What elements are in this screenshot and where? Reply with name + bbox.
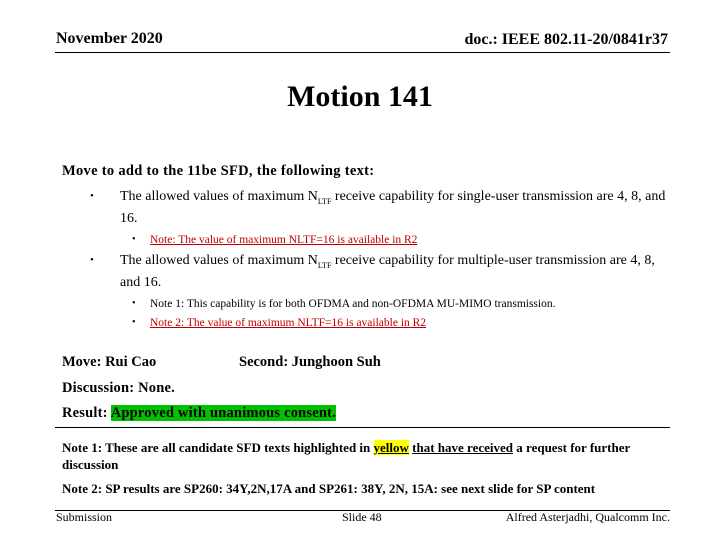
bullet-subscript: LTF	[317, 260, 332, 270]
bullet-icon: •	[132, 316, 136, 328]
sub-bullet-item	[62, 233, 672, 247]
mover: Move: Rui Cao	[62, 353, 157, 370]
note-1-text: Note 1: These are all candidate SFD texts highlighted in	[62, 440, 374, 455]
discussion: Discussion: None.	[62, 379, 175, 396]
footer-author: Alfred Asterjadhi, Qualcomm Inc.	[505, 510, 670, 524]
motion-intro: Move to add to the 11be SFD, the following text:	[62, 163, 375, 179]
note-1-underlined: that have received	[412, 440, 514, 455]
result	[62, 405, 672, 422]
bullet-item	[62, 252, 672, 291]
header-rule	[55, 52, 670, 53]
mover-line	[62, 354, 672, 372]
bullet-text: The allowed values of maximum N	[120, 189, 318, 204]
bullet-icon: •	[132, 233, 136, 245]
bullet-icon: •	[90, 190, 94, 202]
footer-submission: Submission	[56, 510, 113, 524]
sub-bullet-note: Note: The value of maximum NLTF=16 is available in R2	[150, 233, 418, 246]
result-value: Approved with unanimous consent.	[110, 404, 337, 421]
bullet-text: The allowed values of maximum N	[120, 252, 318, 268]
header-doc-id: doc.: IEEE 802.11-20/0841r37	[464, 31, 668, 48]
bullet-subscript: LTF	[317, 196, 332, 206]
note-2: Note 2: SP results are SP260: 34Y,2N,17A and SP261: 38Y, 2N, 15A: see next slide for SP content	[62, 481, 596, 496]
result-label: Result:	[62, 404, 111, 421]
seconder: Second: Junghoon Suh	[239, 353, 381, 370]
slide-title: Motion 141	[287, 80, 433, 113]
notes-rule	[55, 427, 670, 428]
footer-slide-number: Slide 48	[342, 510, 382, 524]
note-1-highlight: yellow	[373, 440, 409, 455]
sub-bullet-note: Note 1: This capability is for both OFDMA and non-OFDMA MU-MIMO transmission.	[150, 297, 556, 310]
sub-bullet-note: Note 2: The value of maximum NLTF=16 is available in R2	[150, 316, 427, 329]
sub-bullet-item	[62, 316, 672, 330]
bullet-text-cont: receive capability for single-user transmission are 4, 8, and 16.	[120, 189, 666, 226]
note-1	[62, 439, 682, 473]
sub-bullet-item	[62, 297, 672, 311]
note-1-text-end: a request for further discussion	[62, 440, 631, 472]
bullet-text-cont: receive capability for multiple-user transmission are 4, 8, and 16.	[120, 252, 655, 290]
header-date: November 2020	[56, 30, 163, 47]
bullet-icon: •	[132, 297, 136, 309]
bullet-item	[62, 188, 672, 227]
bullet-icon: •	[90, 253, 94, 266]
motion-content	[62, 163, 672, 422]
